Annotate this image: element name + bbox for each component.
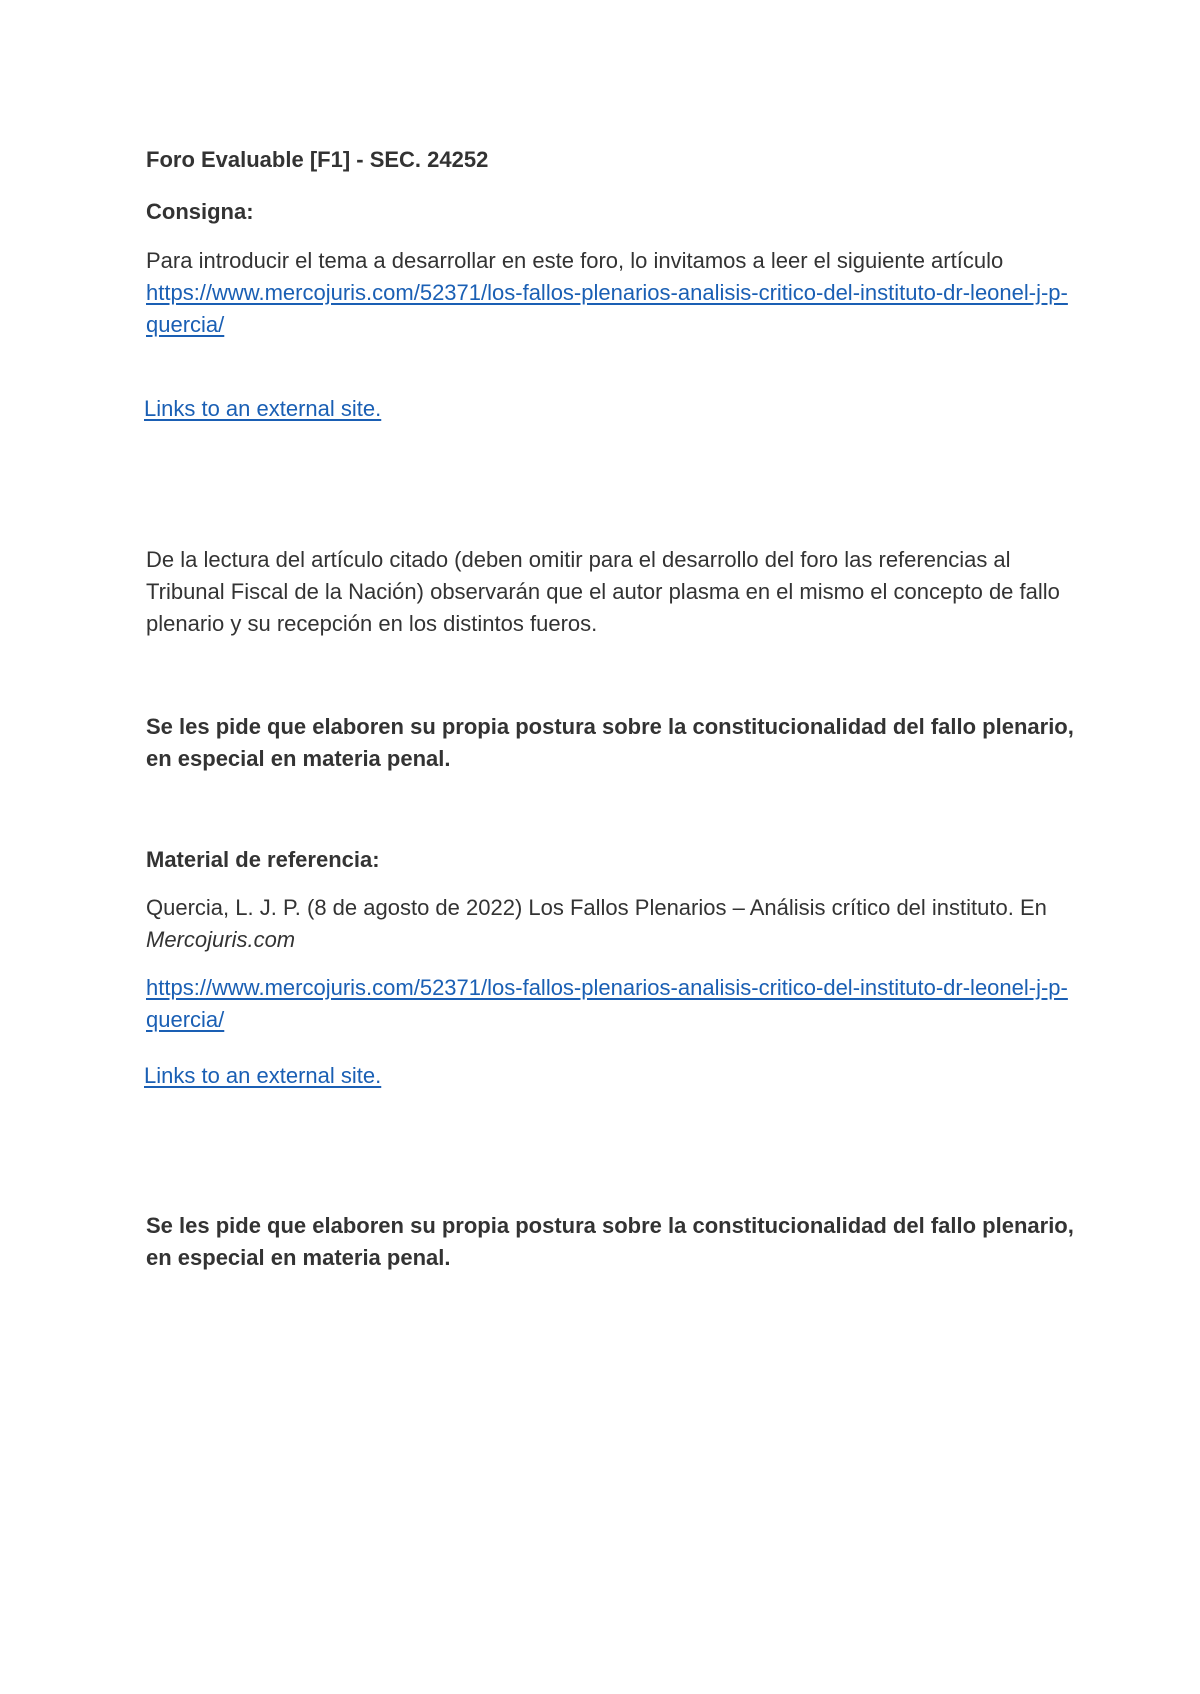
reference-article-link[interactable]: https://www.mercojuris.com/52371/los-fallos-plenarios-analisis-critico-del-instituto-dr-leonel-j-p-quercia/ [146,975,1068,1032]
reference-external-site-link[interactable]: Links to an external site. [144,1063,382,1088]
reference-citation-text: Quercia, L. J. P. (8 de agosto de 2022) Los Fallos Plenarios – Análisis crítico del instituto. En [146,895,1047,920]
reference-citation-source: Mercojuris.com [146,927,296,952]
reading-paragraph: De la lectura del artículo citado (deben omitir para el desarrollo del foro las referencias al Tribunal Fiscal de la Nación) observarán que el autor plasma en el mismo el concepto de fallo plenario y su recepción en los distintos fueros. [146,547,1060,636]
document-title: Foro Evaluable [F1] - SEC. 24252 [146,147,489,172]
reference-heading: Material de referencia: [146,847,380,872]
intro-block [146,245,1076,341]
consigna-heading: Consigna: [146,199,254,224]
task-statement: Se les pide que elaboren su propia postura sobre la constitucionalidad del fallo plenario, en especial en materia penal. [146,714,1074,771]
reference-link-block [146,972,1076,1036]
article-link[interactable]: https://www.mercojuris.com/52371/los-fallos-plenarios-analisis-critico-del-instituto-dr-leonel-j-p-quercia/ [146,280,1068,337]
external-site-link[interactable]: Links to an external site. [144,396,382,421]
reference-citation [146,892,1076,956]
task-statement-repeat: Se les pide que elaboren su propia postura sobre la constitucionalidad del fallo plenario, en especial en materia penal. [146,1213,1074,1270]
intro-text: Para introducir el tema a desarrollar en este foro, lo invitamos a leer el siguiente artículo [146,248,1004,273]
